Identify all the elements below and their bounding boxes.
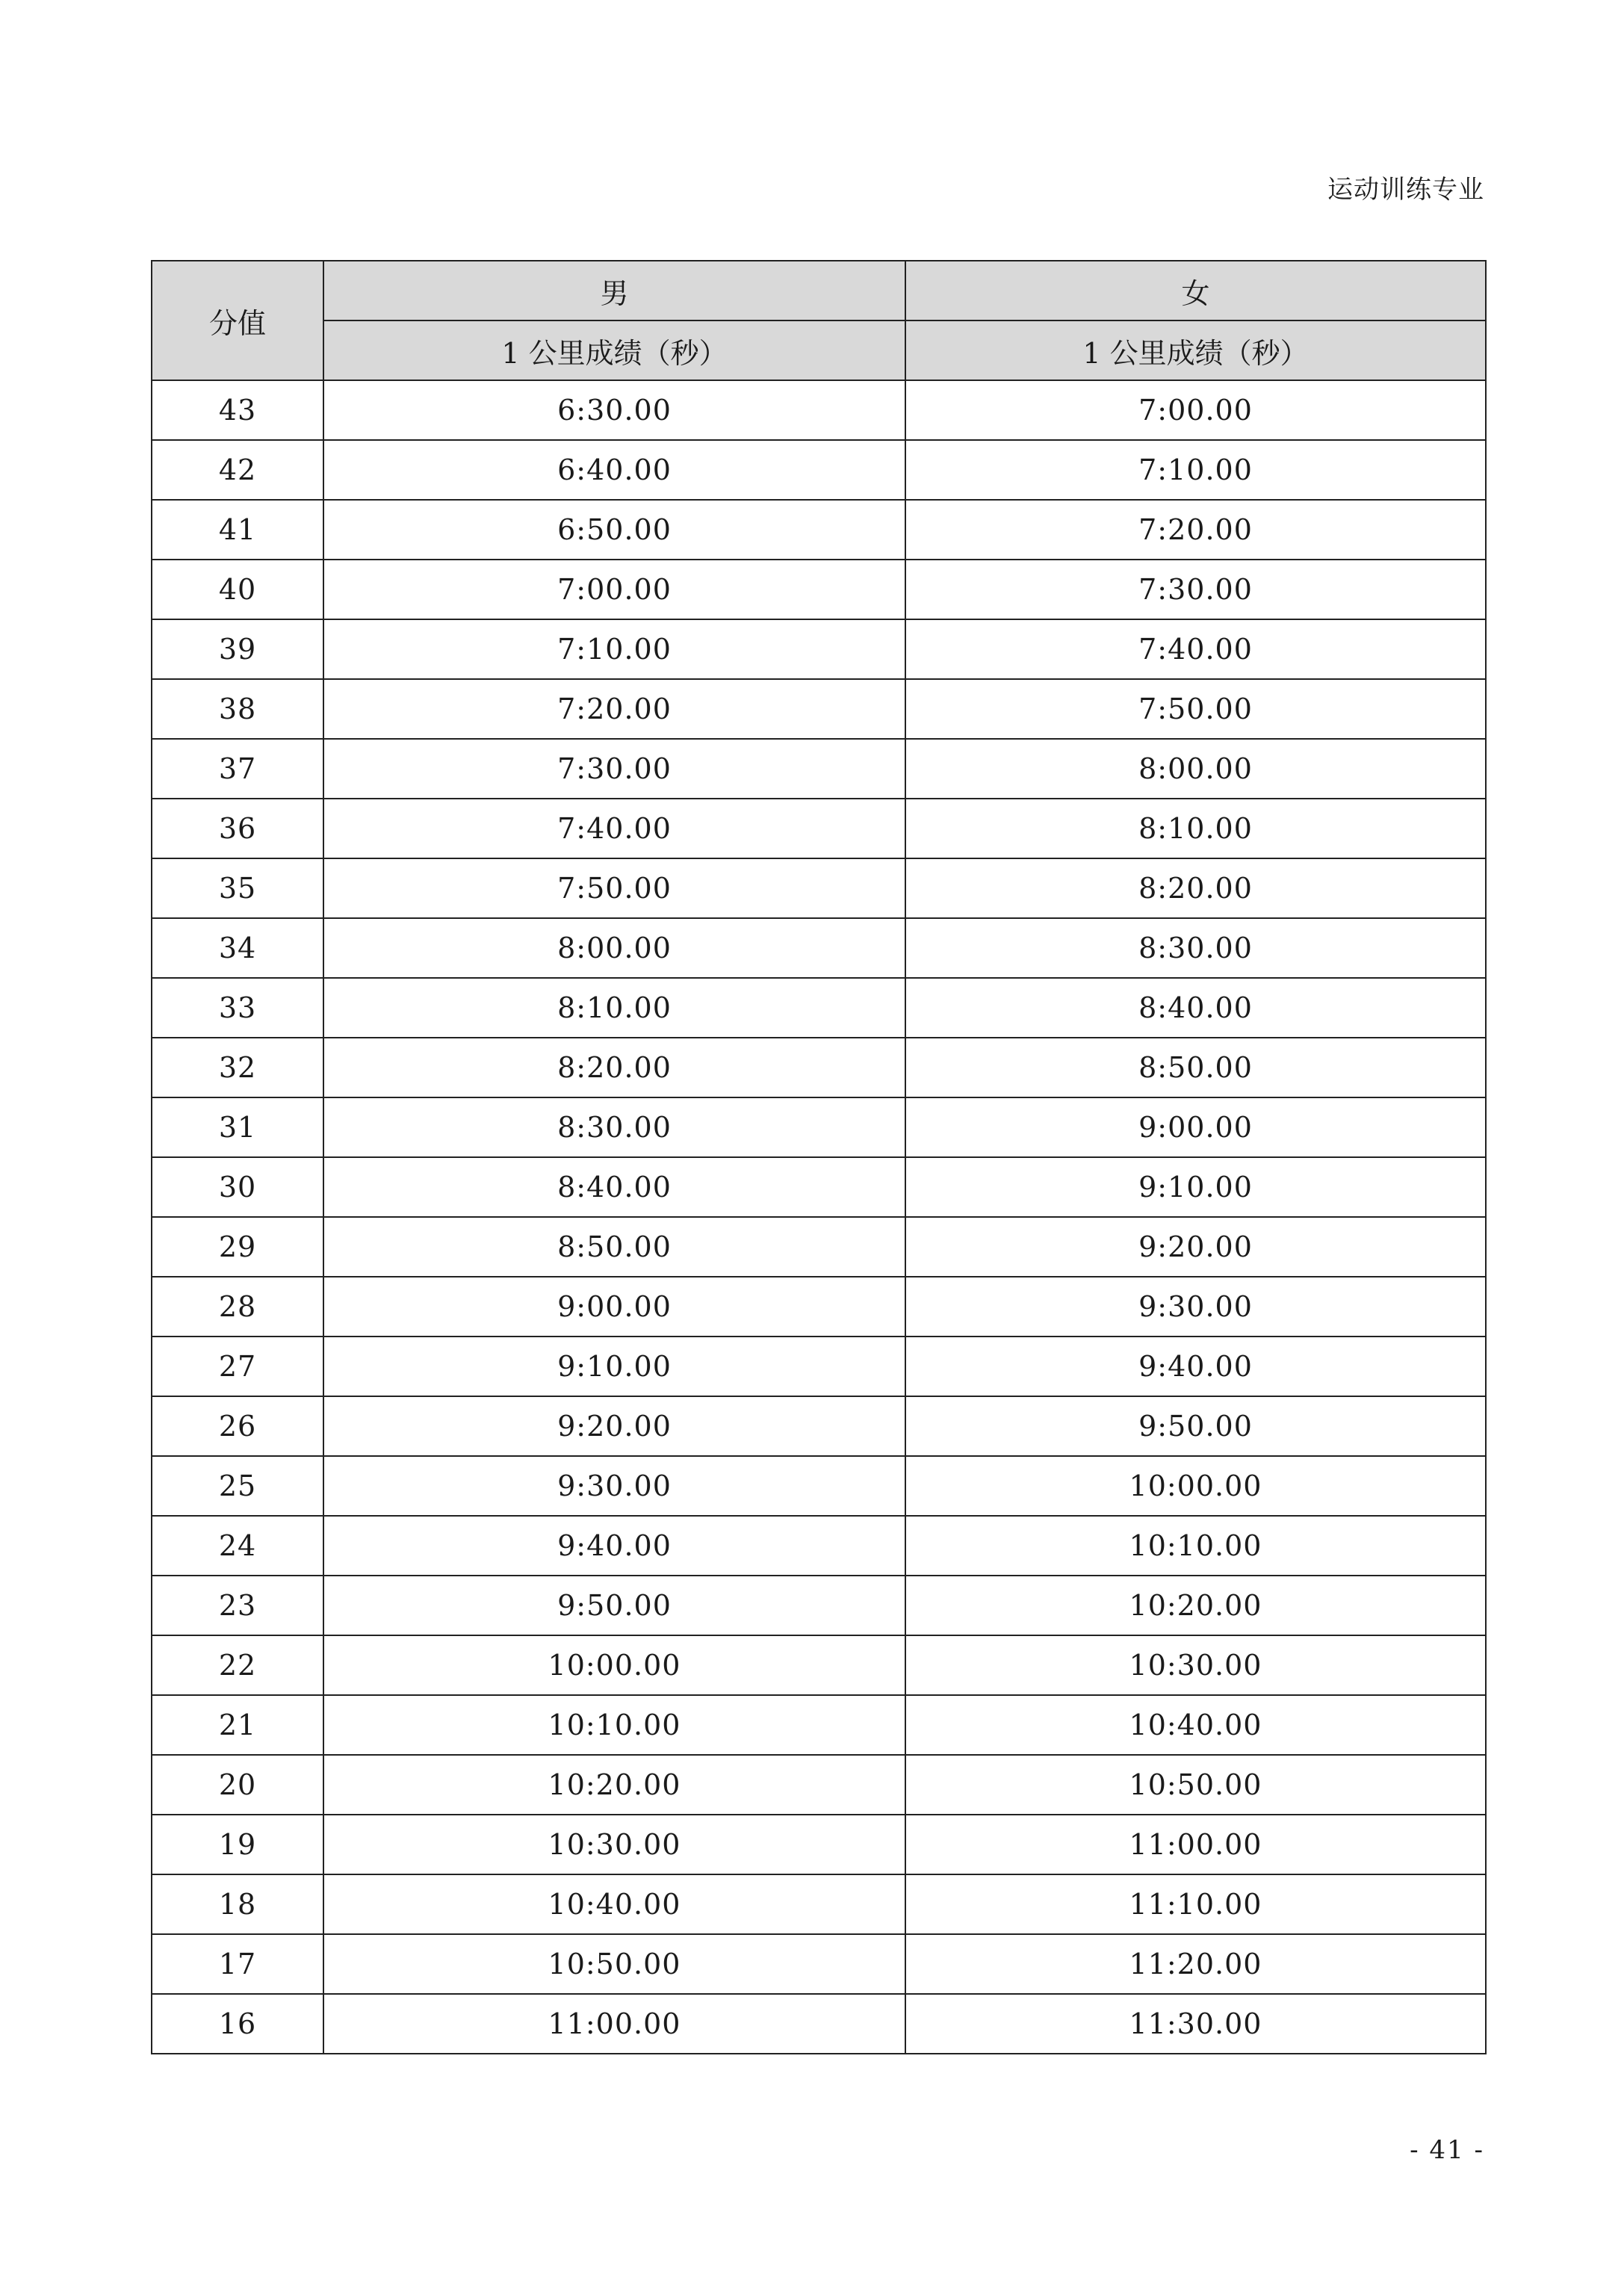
cell-score: 17 bbox=[152, 1934, 323, 1994]
cell-score: 35 bbox=[152, 858, 323, 918]
table-row bbox=[152, 978, 1486, 1038]
table-row bbox=[152, 1456, 1486, 1516]
table-row bbox=[152, 918, 1486, 978]
cell-female-time: 7:20.00 bbox=[905, 500, 1486, 560]
cell-score: 28 bbox=[152, 1277, 323, 1337]
cell-female-time: 7:10.00 bbox=[905, 440, 1486, 500]
table-row bbox=[152, 1815, 1486, 1874]
cell-female-time: 11:20.00 bbox=[905, 1934, 1486, 1994]
cell-male-time: 7:30.00 bbox=[323, 739, 905, 799]
cell-score: 36 bbox=[152, 799, 323, 858]
table-row bbox=[152, 380, 1486, 440]
cell-male-time: 11:00.00 bbox=[323, 1994, 905, 2054]
cell-score: 38 bbox=[152, 679, 323, 739]
cell-male-time: 7:40.00 bbox=[323, 799, 905, 858]
cell-score: 21 bbox=[152, 1695, 323, 1755]
table-row bbox=[152, 440, 1486, 500]
cell-male-time: 10:00.00 bbox=[323, 1635, 905, 1695]
cell-male-time: 10:50.00 bbox=[323, 1934, 905, 1994]
table-header bbox=[152, 261, 1486, 380]
cell-male-time: 10:40.00 bbox=[323, 1874, 905, 1934]
table-row bbox=[152, 1097, 1486, 1157]
cell-female-time: 9:50.00 bbox=[905, 1396, 1486, 1456]
cell-female-time: 8:30.00 bbox=[905, 918, 1486, 978]
cell-male-time: 8:30.00 bbox=[323, 1097, 905, 1157]
cell-female-time: 9:10.00 bbox=[905, 1157, 1486, 1217]
cell-score: 22 bbox=[152, 1635, 323, 1695]
cell-male-time: 9:10.00 bbox=[323, 1337, 905, 1396]
cell-male-time: 10:20.00 bbox=[323, 1755, 905, 1815]
cell-score: 16 bbox=[152, 1994, 323, 2054]
cell-score: 41 bbox=[152, 500, 323, 560]
cell-score: 34 bbox=[152, 918, 323, 978]
cell-male-time: 9:50.00 bbox=[323, 1576, 905, 1635]
cell-score: 39 bbox=[152, 619, 323, 679]
header-row-sub bbox=[152, 320, 1486, 380]
cell-score: 42 bbox=[152, 440, 323, 500]
cell-male-time: 8:40.00 bbox=[323, 1157, 905, 1217]
table-row bbox=[152, 560, 1486, 619]
cell-female-time: 9:30.00 bbox=[905, 1277, 1486, 1337]
cell-female-time: 10:30.00 bbox=[905, 1635, 1486, 1695]
cell-female-time: 10:00.00 bbox=[905, 1456, 1486, 1516]
table-row bbox=[152, 1576, 1486, 1635]
table-row bbox=[152, 1516, 1486, 1576]
table-row bbox=[152, 1396, 1486, 1456]
cell-female-time: 8:00.00 bbox=[905, 739, 1486, 799]
cell-score: 24 bbox=[152, 1516, 323, 1576]
cell-male-time: 8:00.00 bbox=[323, 918, 905, 978]
page-number: - 41 - bbox=[1410, 2135, 1484, 2165]
cell-female-time: 7:40.00 bbox=[905, 619, 1486, 679]
header-male: 男 bbox=[323, 261, 905, 320]
cell-male-time: 7:50.00 bbox=[323, 858, 905, 918]
cell-male-time: 7:00.00 bbox=[323, 560, 905, 619]
cell-male-time: 6:50.00 bbox=[323, 500, 905, 560]
cell-male-time: 8:10.00 bbox=[323, 978, 905, 1038]
table-row bbox=[152, 619, 1486, 679]
cell-male-time: 10:10.00 bbox=[323, 1695, 905, 1755]
cell-female-time: 11:00.00 bbox=[905, 1815, 1486, 1874]
cell-female-time: 8:20.00 bbox=[905, 858, 1486, 918]
cell-score: 18 bbox=[152, 1874, 323, 1934]
cell-male-time: 6:30.00 bbox=[323, 380, 905, 440]
cell-score: 40 bbox=[152, 560, 323, 619]
table-body bbox=[152, 380, 1486, 2054]
table-row bbox=[152, 858, 1486, 918]
cell-score: 20 bbox=[152, 1755, 323, 1815]
cell-score: 31 bbox=[152, 1097, 323, 1157]
cell-score: 23 bbox=[152, 1576, 323, 1635]
table-row bbox=[152, 1337, 1486, 1396]
table-row bbox=[152, 679, 1486, 739]
table-row bbox=[152, 1695, 1486, 1755]
table-row bbox=[152, 799, 1486, 858]
table-row bbox=[152, 1635, 1486, 1695]
table-row bbox=[152, 1217, 1486, 1277]
cell-score: 19 bbox=[152, 1815, 323, 1874]
cell-male-time: 10:30.00 bbox=[323, 1815, 905, 1874]
cell-female-time: 8:10.00 bbox=[905, 799, 1486, 858]
cell-score: 30 bbox=[152, 1157, 323, 1217]
header-female: 女 bbox=[905, 261, 1486, 320]
running-head: 运动训练专业 bbox=[1327, 175, 1484, 205]
cell-female-time: 9:40.00 bbox=[905, 1337, 1486, 1396]
cell-male-time: 9:00.00 bbox=[323, 1277, 905, 1337]
cell-male-time: 6:40.00 bbox=[323, 440, 905, 500]
cell-female-time: 10:10.00 bbox=[905, 1516, 1486, 1576]
cell-female-time: 10:50.00 bbox=[905, 1755, 1486, 1815]
cell-score: 29 bbox=[152, 1217, 323, 1277]
cell-male-time: 7:10.00 bbox=[323, 619, 905, 679]
cell-male-time: 9:40.00 bbox=[323, 1516, 905, 1576]
cell-male-time: 8:50.00 bbox=[323, 1217, 905, 1277]
header-female-sub: 1 公里成绩（秒） bbox=[905, 320, 1486, 380]
cell-male-time: 9:30.00 bbox=[323, 1456, 905, 1516]
header-row-top bbox=[152, 261, 1486, 320]
table-row bbox=[152, 1755, 1486, 1815]
cell-male-time: 9:20.00 bbox=[323, 1396, 905, 1456]
cell-female-time: 9:20.00 bbox=[905, 1217, 1486, 1277]
cell-female-time: 9:00.00 bbox=[905, 1097, 1486, 1157]
table-row bbox=[152, 1038, 1486, 1097]
cell-female-time: 8:50.00 bbox=[905, 1038, 1486, 1097]
cell-score: 37 bbox=[152, 739, 323, 799]
cell-female-time: 7:00.00 bbox=[905, 380, 1486, 440]
table-row bbox=[152, 500, 1486, 560]
cell-female-time: 7:50.00 bbox=[905, 679, 1486, 739]
cell-score: 32 bbox=[152, 1038, 323, 1097]
cell-score: 26 bbox=[152, 1396, 323, 1456]
cell-male-time: 8:20.00 bbox=[323, 1038, 905, 1097]
table-row bbox=[152, 739, 1486, 799]
score-table bbox=[151, 260, 1487, 2054]
cell-male-time: 7:20.00 bbox=[323, 679, 905, 739]
table-row bbox=[152, 1934, 1486, 1994]
cell-score: 33 bbox=[152, 978, 323, 1038]
cell-female-time: 7:30.00 bbox=[905, 560, 1486, 619]
cell-female-time: 10:40.00 bbox=[905, 1695, 1486, 1755]
table-row bbox=[152, 1157, 1486, 1217]
cell-score: 25 bbox=[152, 1456, 323, 1516]
cell-female-time: 10:20.00 bbox=[905, 1576, 1486, 1635]
table-row bbox=[152, 1994, 1486, 2054]
header-male-sub: 1 公里成绩（秒） bbox=[323, 320, 905, 380]
cell-score: 43 bbox=[152, 380, 323, 440]
cell-female-time: 8:40.00 bbox=[905, 978, 1486, 1038]
cell-female-time: 11:10.00 bbox=[905, 1874, 1486, 1934]
table-row bbox=[152, 1277, 1486, 1337]
cell-female-time: 11:30.00 bbox=[905, 1994, 1486, 2054]
cell-score: 27 bbox=[152, 1337, 323, 1396]
header-score: 分值 bbox=[152, 261, 323, 380]
table-row bbox=[152, 1874, 1486, 1934]
